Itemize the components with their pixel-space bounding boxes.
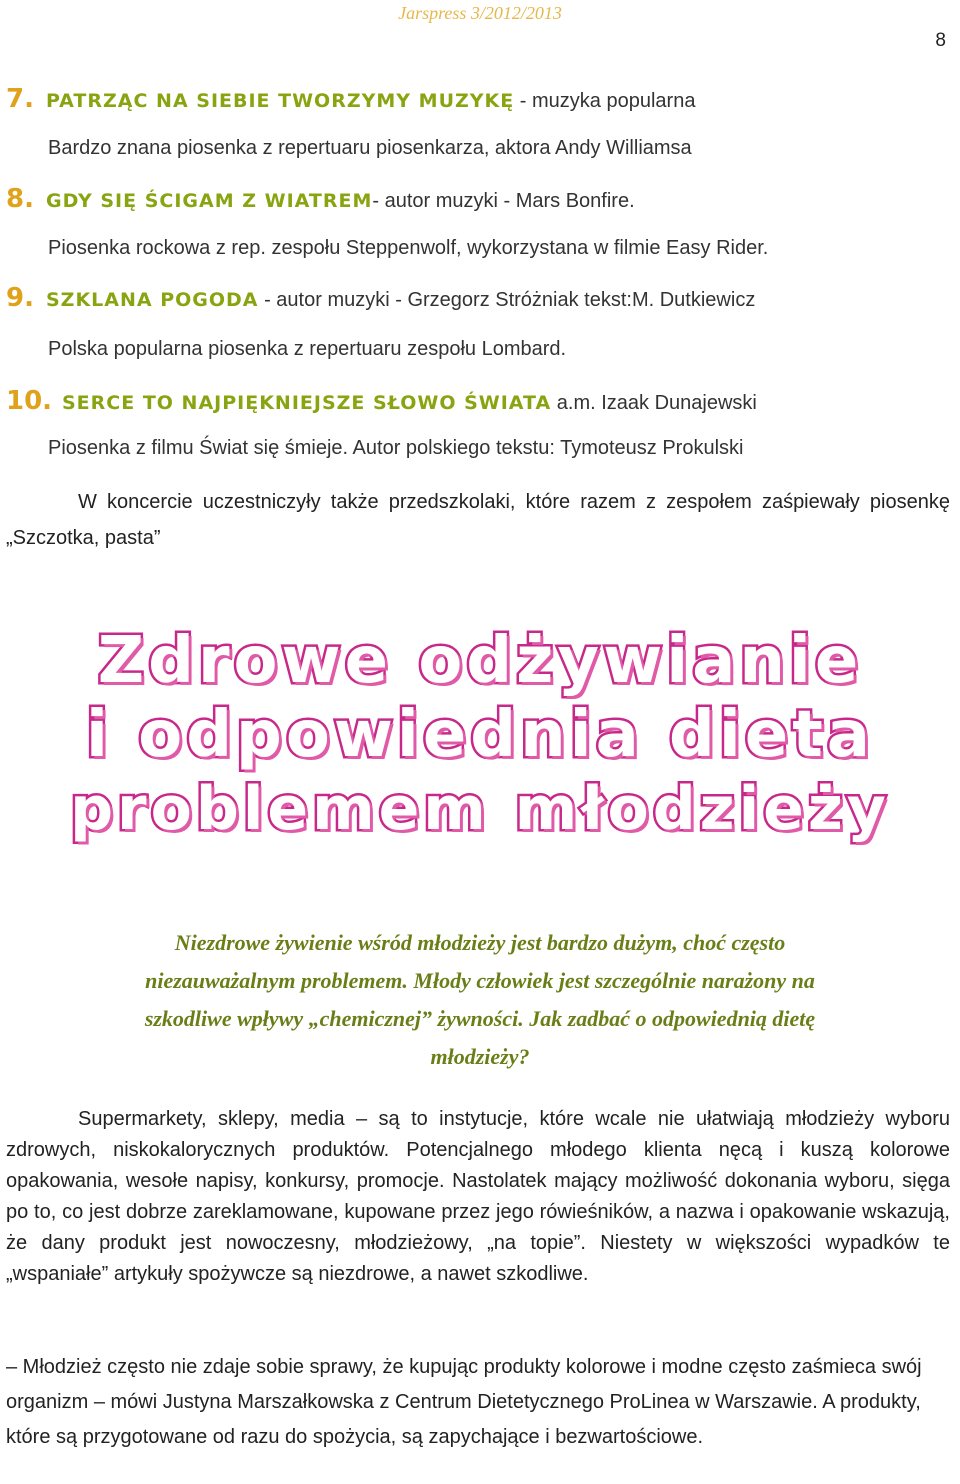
song-title: PATRZĄC NA SIEBIE TWORZYMY MUZYKĘ	[46, 90, 515, 112]
lead-paragraph	[30, 924, 930, 1076]
body-paragraph-1: Supermarkety, sklepy, media – są to instytucje, które wcale nie ułatwiają młodzieży wyboru zdrowych, niskokalorycznych produktów. Potencjalnego młodego klienta nęcą i kuszą kolorowe opakowania, wesołe napisy, konkursy, promocje. Nastolatek mający możliwość dokonania wyboru, sięga po to, co jest dobrze zareklamowane, kupowane przez jego rówieśników, a nazwa i opakowanie wskazują, że dany produkt jest nowoczesny, młodzieżowy, „na topie”. Niestety w większości wypadków te „wspaniałe” artykuły spożywcze są niezdrowe, a nawet szkodliwe.	[6, 1108, 950, 1285]
journal-header: Jarspress 3/2012/2013	[398, 3, 562, 23]
body-paragraph-2: – Młodzież często nie zdaje sobie sprawy, że kupując produkty kolorowe i modne często zaśmieca swój organizm – mówi Justyna Marszałkowska z Centrum Dietetycznego ProLinea w Warszawie. A produkty, które są przygotowane od razu do spożycia, są zapychające i bezwartościowe.	[6, 1356, 922, 1448]
song-title: GDY SIĘ ŚCIGAM Z WIATREM	[46, 190, 373, 212]
song-note: Piosenka z filmu Świat się śmieje. Autor polskiego tekstu: Tymoteusz Prokulski	[48, 437, 744, 459]
song-desc: - autor muzyki - Grzegorz Stróżniak tekst:M. Dutkiewicz	[258, 289, 756, 311]
lead-line-2: niezauważalnym problemem. Młody człowiek jest szczególnie narażony na	[145, 968, 815, 993]
song-note: Piosenka rockowa z rep. zespołu Steppenwolf, wykorzystana w filmie Easy Rider.	[48, 237, 769, 259]
song-number: 8.	[6, 184, 34, 214]
song-number: 9.	[6, 283, 34, 313]
lead-line-3: szkodliwe wpływy „chemicznej” żywności. Jak zadbać o odpowiednią dietę	[144, 1006, 816, 1031]
song-number: 7.	[6, 84, 34, 114]
song-title: SERCE TO NAJPIĘKNIEJSZE SŁOWO ŚWIATA	[62, 392, 552, 414]
song-desc: - muzyka popularna	[514, 90, 696, 112]
lead-line-1: Niezdrowe żywienie wśród młodzieży jest bardzo dużym, choć często	[174, 930, 786, 955]
song-desc: a.m. Izaak Dunajewski	[551, 392, 757, 414]
concert-paragraph: W koncercie uczestniczyły także przedszkolaki, które razem z zespołem zaśpiewały piosenkę „Szczotka, pasta”	[6, 491, 950, 549]
banner-line-3: problemem młodzieży	[70, 774, 890, 844]
song-item-10	[6, 386, 950, 416]
song-note: Polska popularna piosenka z repertuaru zespołu Lombard.	[48, 338, 567, 360]
song-note: Bardzo znana piosenka z repertuaru piosenkarza, aktora Andy Williamsa	[48, 137, 692, 159]
song-item-7	[6, 84, 950, 114]
banner-line-2: i odpowiednia dieta	[86, 698, 874, 772]
song-title: SZKLANA POGODA	[46, 289, 259, 311]
lead-line-4: młodzieży?	[430, 1044, 530, 1069]
banner-line-1: Zdrowe odżywianie	[97, 624, 863, 698]
song-item-8	[6, 184, 950, 214]
page-number: 8	[935, 30, 946, 51]
song-item-9	[6, 283, 950, 313]
song-desc: - autor muzyki - Mars Bonfire.	[372, 190, 635, 212]
song-number: 10.	[6, 386, 53, 416]
